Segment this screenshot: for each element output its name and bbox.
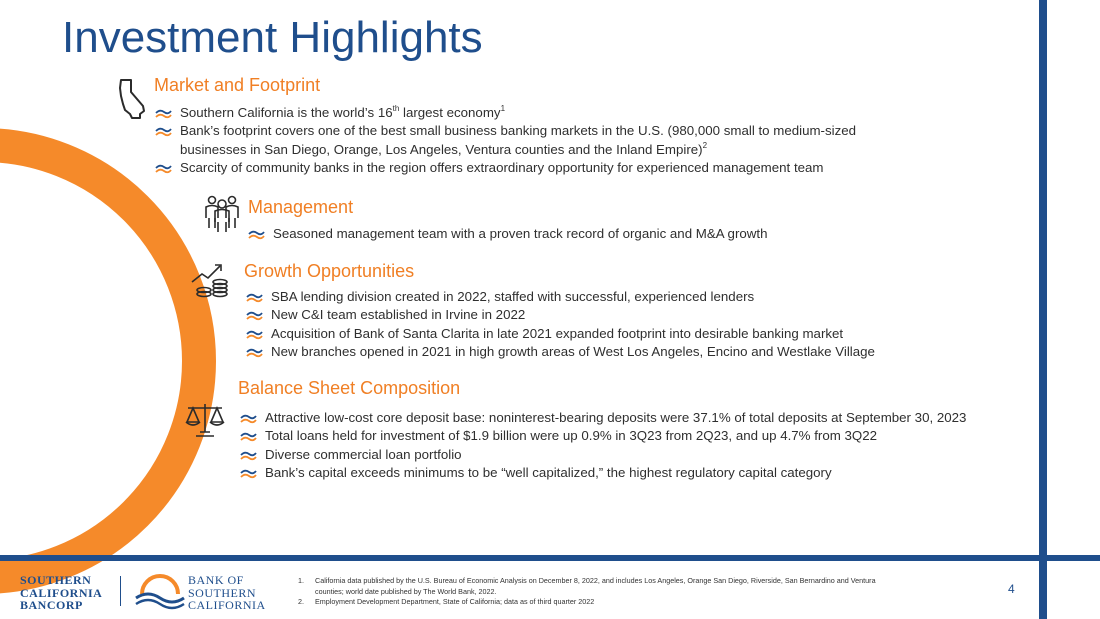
bullet-text: Diverse commercial loan portfolio (265, 446, 462, 462)
footer-divider (0, 555, 1100, 561)
list-item (248, 225, 767, 243)
list-item (240, 409, 966, 427)
growth-chart-coins-icon (190, 262, 236, 298)
footnote-ref: 2 (702, 140, 708, 150)
list-item (240, 427, 966, 445)
list-item (246, 343, 875, 361)
people-group-icon (204, 194, 240, 234)
logo-line: BANK OF (188, 573, 244, 587)
list-item (246, 288, 875, 306)
list-item (155, 122, 856, 159)
footnote (298, 597, 978, 608)
bullet-text: New C&I team established in Irvine in 2022 (271, 307, 526, 323)
bullet-text: Total loans held for investment of $1.9 billion were up 0.9% in 3Q23 from 2Q23, and up 4.7% from 3Q22 (265, 428, 878, 444)
balance-scale-icon (184, 402, 226, 438)
bullet-text: New branches opened in 2021 in high growth areas of West Los Angeles, Encino and Westlake Village (271, 344, 875, 360)
wave-bullet-icon (155, 163, 172, 174)
logo-line: BANCORP (20, 598, 83, 612)
bullet-text: Bank’s capital exceeds minimums to be “well capitalized,” the highest regulatory capital category (265, 465, 832, 481)
california-map-icon (118, 78, 148, 120)
footnote-text-continued: counties; world date published by The World Bank, 2022. (315, 586, 497, 596)
logo-line: CALIFORNIA (20, 585, 103, 600)
wave-bullet-icon (246, 329, 263, 340)
heading-growth-opportunities: Growth Opportunities (244, 261, 415, 281)
wave-bullet-icon (248, 229, 265, 240)
management-bullets (248, 225, 767, 243)
page-number: 4 (1008, 582, 1015, 596)
bullet-text: Scarcity of community banks in the region offers extraordinary opportunity for experienced management team (180, 160, 824, 176)
bullet-text: SBA lending division created in 2022, staffed with successful, experienced lenders (271, 289, 755, 304)
footnote-number: 1. (298, 576, 304, 585)
bank-of-southern-california-logo-text (188, 574, 278, 612)
balance-sheet-bullets (240, 409, 966, 483)
decorative-vertical-bar (1039, 0, 1047, 619)
wave-bullet-icon (240, 468, 257, 479)
list-item (240, 464, 966, 482)
list-item (246, 325, 875, 343)
heading-management: Management (248, 197, 354, 217)
wave-bullet-icon (155, 108, 172, 119)
footnote-ref: 1 (500, 104, 506, 113)
bullet-text: Attractive low-cost core deposit base: noninterest-bearing deposits were 37.1% of total deposits at September 30, 2023 (265, 410, 967, 425)
bank-logo-mark-icon (134, 572, 186, 610)
logo-line: CALIFORNIA (188, 598, 266, 612)
list-item (240, 446, 966, 464)
logo-line: SOUTHERN (188, 585, 257, 600)
southern-california-bancorp-logo (20, 574, 115, 610)
bullet-text: largest economy (399, 105, 501, 120)
footnote-number: 2. (298, 597, 304, 607)
wave-bullet-icon (246, 292, 263, 303)
market-footprint-bullets (155, 104, 856, 178)
wave-bullet-icon (240, 413, 257, 424)
logo-line: SOUTHERN (20, 573, 92, 587)
page-title: Investment Highlights (62, 13, 483, 62)
bullet-text-continued: businesses in San Diego, Orange, Los Angeles, Ventura counties and the Inland Empire) (180, 141, 703, 157)
superscript: th (392, 104, 400, 113)
wave-bullet-icon (240, 431, 257, 442)
bullet-text: Southern California is the world’s 16 (180, 105, 393, 120)
wave-bullet-icon (246, 310, 263, 321)
list-item (246, 306, 875, 324)
list-item (155, 159, 856, 177)
list-item (155, 104, 856, 122)
footnote-text: Employment Development Department, State of California; data as of third quarter 2022 (315, 597, 595, 607)
bullet-text: Seasoned management team with a proven track record of organic and M&A growth (273, 226, 768, 241)
wave-bullet-icon (240, 450, 257, 461)
bullet-text: Acquisition of Bank of Santa Clarita in late 2021 expanded footprint into desirable banking market (271, 325, 844, 341)
bullet-text: Bank’s footprint covers one of the best small business banking markets in the U.S. (980,000 small to medium-sized (180, 123, 857, 139)
growth-opportunities-bullets (246, 288, 875, 362)
wave-bullet-icon (155, 126, 172, 137)
footnotes (298, 576, 978, 608)
decorative-orange-ring (0, 128, 216, 594)
footnote (298, 576, 978, 597)
wave-bullet-icon (246, 347, 263, 358)
heading-market-footprint: Market and Footprint (154, 75, 321, 95)
footnote-text: California data published by the U.S. Bureau of Economic Analysis on December 8, 2022, and includes Los Angeles, Orange San Diego, Riverside, San Bernardino and Ventura (315, 576, 876, 585)
logo-separator (120, 576, 121, 606)
heading-balance-sheet: Balance Sheet Composition (238, 378, 461, 398)
